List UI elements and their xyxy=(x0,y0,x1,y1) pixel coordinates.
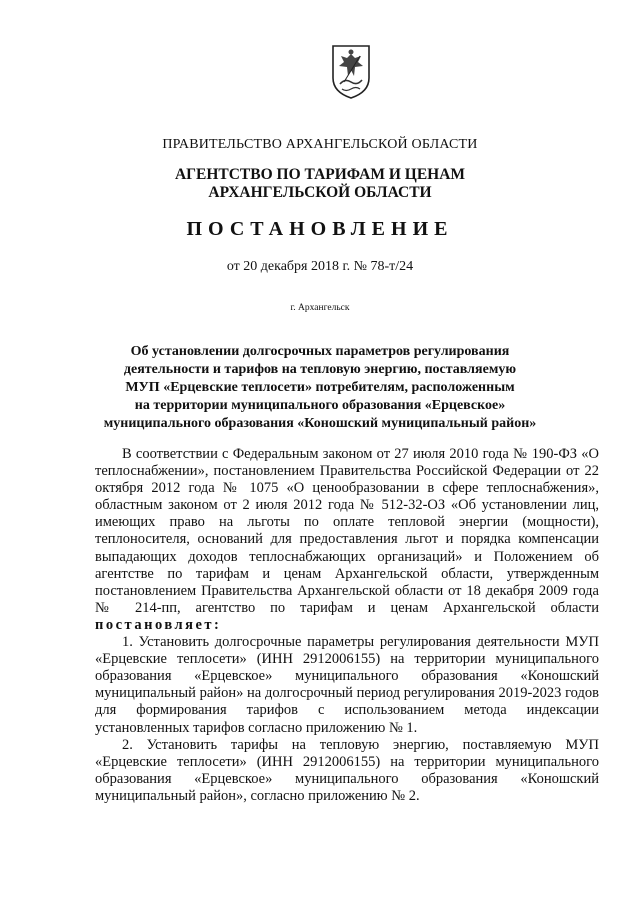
title-line-3: МУП «Ерцевские теплосети» потребителям, расположенным xyxy=(125,380,515,395)
document-city: г. Архангельск xyxy=(290,303,350,313)
title-line-1: Об установлении долгосрочных параметров регулирования xyxy=(130,344,510,359)
title-line-5: муниципального образования «Коношский муниципальный район» xyxy=(103,416,537,431)
arkhangelsk-coat-of-arms-icon xyxy=(330,42,372,100)
agency-name-line-1: АГЕНТСТВО ПО ТАРИФАМ И ЦЕНАМ xyxy=(174,166,466,183)
item-2-paragraph: 2. Установить тарифы на тепловую энергию, поставляемую МУП «Ерцевские теплосети» (ИНН 2912006155) на территории муниципального образования «Ерцевское» муниципального образования «Коношский муниципальный район», согласно приложению № 2. xyxy=(95,736,599,804)
resolves-word: постановляет: xyxy=(95,616,222,633)
government-name: ПРАВИТЕЛЬСТВО АРХАНГЕЛЬСКОЙ ОБЛАСТИ xyxy=(162,137,478,152)
item-1-paragraph: 1. Установить долгосрочные параметры регулирования деятельности МУП «Ерцевские теплосети» (ИНН 2912006155) на территории муниципального образования «Ерцевское» муниципального образования «Коношский муниципальный район» на долгосрочный период регулирования 2019-2023 годов для формирования тарифов с использованием метода индексации установленных тарифов согласно приложению № 1. xyxy=(95,634,599,736)
preamble-paragraph xyxy=(95,446,599,634)
document-type: ПОСТАНОВЛЕНИЕ xyxy=(186,218,454,240)
document-title xyxy=(0,343,640,433)
document-date-number: от 20 декабря 2018 г. № 78-т/24 xyxy=(226,259,414,274)
preamble-text: В соответствии с Федеральным законом от 27 июля 2010 года № 190-ФЗ «О теплоснабжении», постановлением Правительства Российской Федерации от 22 октября 2012 года № 1075 «О ценообразовании в сфере теплоснабжения», областным законом от 2 июля 2012 года № 512-32-ОЗ «Об установлении лиц, имеющих право на льготы по оплате тепловой энергии (мощности), теплоносителя, оснований для предоставления льгот и порядка компенсации выпадающих доходов теплоснабжающих организаций» и Положением об агентстве по тарифам и ценам Архангельской области, утвержденным постановлением Правительства Архангельской области от 18 декабря 2009 года № 214-пп, агентство по тарифам и ценам Архангельской области xyxy=(95,446,599,616)
agency-name xyxy=(0,166,640,202)
agency-name-line-2: АРХАНГЕЛЬСКОЙ ОБЛАСТИ xyxy=(208,184,432,201)
title-line-4: на территории муниципального образования «Ерцевское» xyxy=(134,398,506,413)
title-line-2: деятельности и тарифов на тепловую энергию, поставляемую xyxy=(123,362,517,377)
document-body xyxy=(95,446,599,805)
